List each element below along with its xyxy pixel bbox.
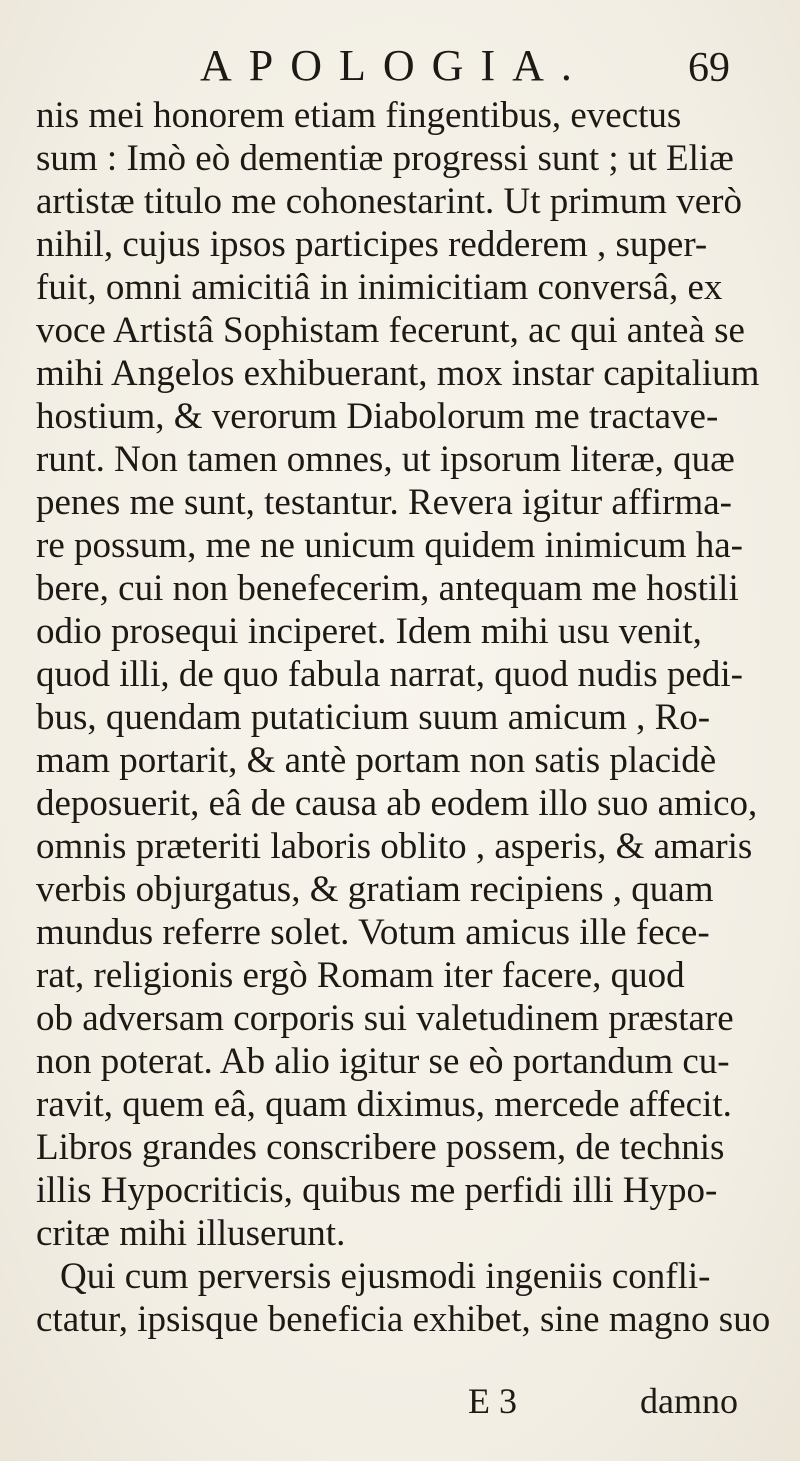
text-line: mihi Angelos exhibuerant, mox instar capitalium	[36, 353, 760, 394]
text-line: critæ mihi illuserunt.	[36, 1213, 346, 1254]
text-line: nis mei honorem etiam fingentibus, evectus	[36, 95, 682, 136]
text-line: sum : Imò eò dementiæ progressi sunt ; ut Eliæ	[36, 138, 734, 179]
text-line: artistæ titulo me cohonestarint. Ut primum verò	[36, 181, 742, 222]
text-line: ob adversam corporis sui valetudinem præstare	[36, 998, 734, 1039]
catchword: damno	[640, 1381, 738, 1421]
text-line: nihil, cujus ipsos participes redderem , super-	[36, 224, 708, 265]
text-line: non poterat. Ab alio igitur se eò portandum cu-	[36, 1041, 730, 1082]
text-line: deposuerit, eâ de causa ab eodem illo suo amico,	[36, 783, 758, 824]
text-line: mam portarit, & antè portam non satis placidè	[36, 740, 717, 781]
text-line: rat, religionis ergò Romam iter facere, quod	[36, 955, 685, 996]
text-line: runt. Non tamen omnes, ut ipsorum literæ, quæ	[36, 439, 735, 480]
text-line: odio prosequi inciperet. Idem mihi usu venit,	[36, 611, 702, 652]
text-line: verbis objurgatus, & gratiam recipiens , quam	[36, 869, 714, 910]
text-line: omnis præteriti laboris oblito , asperis, & amaris	[36, 826, 753, 867]
text-line: mundus referre solet. Votum amicus ille fece-	[36, 912, 710, 953]
text-line: bus, quendam putaticium suum amicum , Ro-	[36, 697, 711, 738]
running-head: APOLOGIA.	[200, 41, 589, 90]
text-line: ravit, quem eâ, quam diximus, mercede affecit.	[36, 1084, 732, 1125]
text-line: illis Hypocriticis, quibus me perfidi illi Hypo-	[36, 1170, 718, 1211]
page-number: 69	[688, 45, 730, 91]
text-line: Libros grandes conscribere possem, de technis	[36, 1127, 725, 1168]
text-line: bere, cui non benefecerim, antequam me hostili	[36, 568, 739, 609]
text-line: fuit, omni amicitiâ in inimicitiam conversâ, ex	[36, 267, 723, 308]
text-line: voce Artistâ Sophistam fecerunt, ac qui anteà se	[36, 310, 745, 351]
text-line: re possum, me ne unicum quidem inimicum ha-	[36, 525, 743, 566]
text-line: ctatur, ipsisque beneficia exhibet, sine magno suo	[36, 1299, 771, 1340]
text-line: quod illi, de quo fabula narrat, quod nudis pedi-	[36, 654, 743, 695]
text-line: Qui cum perversis ejusmodi ingeniis confli-	[60, 1256, 711, 1297]
text-line: penes me sunt, testantur. Revera igitur affirma-	[36, 482, 732, 523]
text-line: hostium, & verorum Diabolorum me tractave-	[36, 396, 719, 437]
signature-mark: E 3	[468, 1381, 517, 1421]
